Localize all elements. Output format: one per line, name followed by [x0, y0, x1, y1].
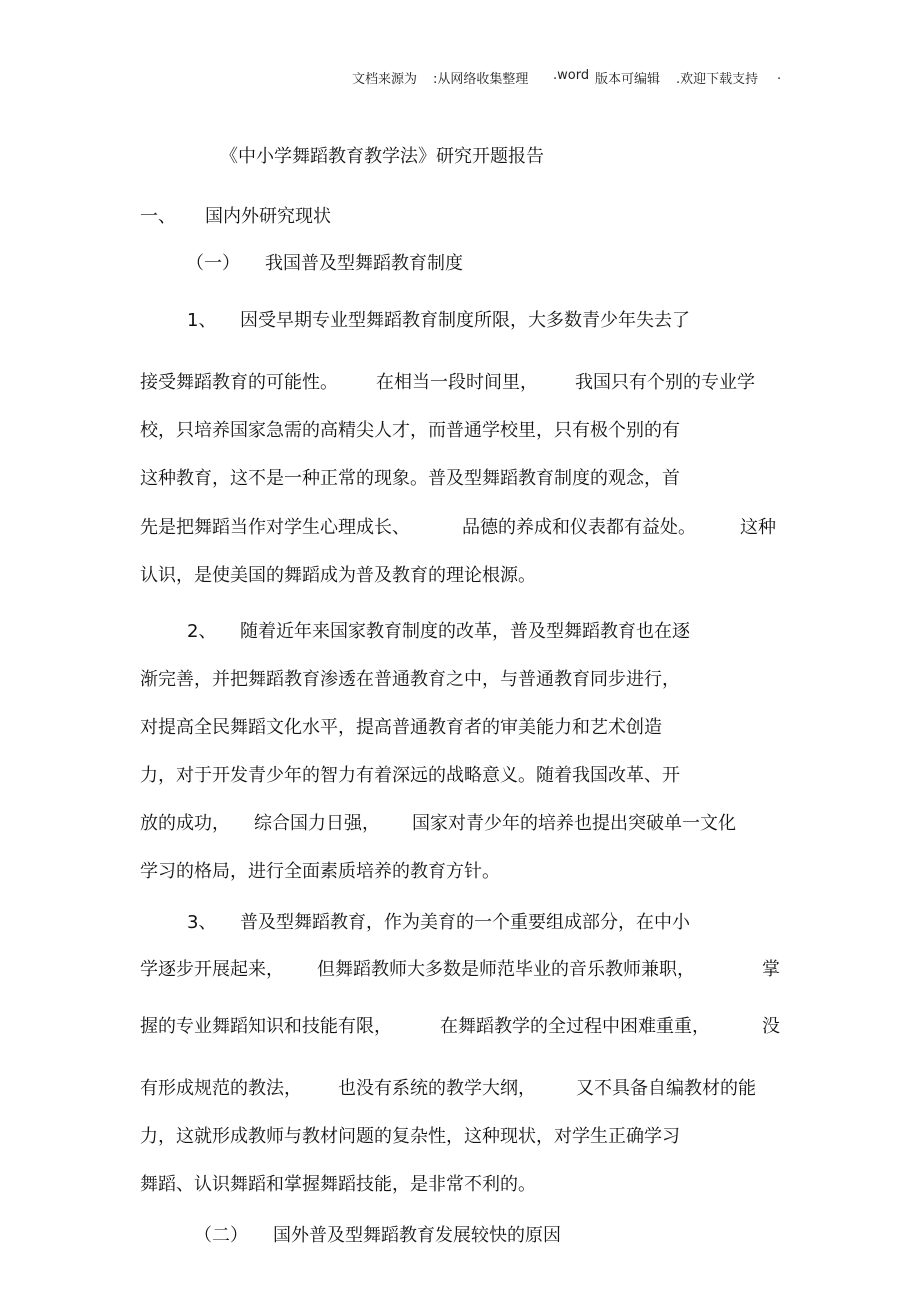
paragraph-line: 学逐步开展起来， — [140, 959, 284, 980]
section-heading: 国内外研究现状 — [205, 206, 331, 227]
header-word-text: .word — [553, 68, 590, 83]
paragraph-line: 也没有系统的教学大纲， — [338, 1078, 536, 1099]
paragraph-line: 在舞蹈教学的全过程中困难重重， — [440, 1016, 710, 1037]
paragraph-line: 有形成规范的教法， — [140, 1078, 302, 1099]
subsection-number: （一） — [186, 253, 240, 274]
header-editable-text: 版本可编辑 — [595, 72, 661, 87]
paragraph-line: 握的专业舞蹈知识和技能有限， — [140, 1016, 392, 1037]
paragraph-line: 接受舞蹈教育的可能性。 — [140, 372, 338, 393]
paragraph-line: 掌 — [762, 959, 780, 980]
paragraph-line: 随着近年来国家教育制度的改革，普及型舞蹈教育也在逐 — [240, 621, 690, 642]
paragraph-line: 又不具备自编教材的能 — [576, 1078, 756, 1099]
paragraph-line: 力，这就形成教师与教材问题的复杂性，这种现状，对学生正确学习 — [140, 1126, 680, 1147]
paragraph-line: 因受早期专业型舞蹈教育制度所限，大多数青少年失去了 — [240, 310, 690, 331]
header-source-label: 文档来源为 — [352, 72, 418, 87]
header-source-text: :从网络收集整理 — [433, 72, 529, 87]
subsection-number: （二） — [194, 1225, 248, 1246]
paragraph-line: 学习的格局，进行全面素质培养的教育方针。 — [140, 861, 500, 882]
paragraph-line: 这种 — [740, 517, 776, 538]
header-download-text: .欢迎下载支持 — [676, 72, 759, 87]
paragraph-line: 我国只有个别的专业学 — [575, 372, 755, 393]
subsection-heading: 我国普及型舞蹈教育制度 — [265, 253, 463, 274]
page-title: 《中小学舞蹈教育教学法》研究开题报告 — [220, 146, 544, 167]
header-end-dot: . — [777, 68, 782, 83]
paragraph-line: 国家对青少年的培养也提出突破单一文化 — [412, 813, 736, 834]
paragraph-line: 普及型舞蹈教育，作为美育的一个重要组成部分，在中小 — [240, 912, 690, 933]
section-number: 一、 — [140, 206, 176, 227]
paragraph-line: 放的成功， — [140, 813, 230, 834]
item-number: 3、 — [187, 912, 217, 933]
subsection-heading: 国外普及型舞蹈教育发展较快的原因 — [273, 1225, 561, 1246]
paragraph-line: 渐完善，并把舞蹈教育渗透在普通教育之中，与普通教育同步进行， — [140, 669, 680, 690]
paragraph-line: 但舞蹈教师大多数是师范毕业的音乐教师兼职， — [317, 959, 695, 980]
paragraph-line: 认识，是使美国的舞蹈成为普及教育的理论根源。 — [140, 565, 536, 586]
paragraph-line: 品德的养成和仪表都有益处。 — [462, 517, 696, 538]
paragraph-line: 力，对于开发青少年的智力有着深远的战略意义。随着我国改革、开 — [140, 765, 680, 786]
paragraph-line: 这种教育，这不是一种正常的现象。普及型舞蹈教育制度的观念，首 — [140, 468, 680, 489]
paragraph-line: 在相当一段时间里， — [376, 372, 538, 393]
paragraph-line: 综合国力日强， — [254, 813, 380, 834]
item-number: 1、 — [187, 310, 217, 331]
item-number: 2、 — [187, 621, 217, 642]
paragraph-line: 舞蹈、认识舞蹈和掌握舞蹈技能，是非常不利的。 — [140, 1174, 536, 1195]
paragraph-line: 先是把舞蹈当作对学生心理成长、 — [140, 517, 410, 538]
paragraph-line: 校，只培养国家急需的高精尖人才，而普通学校里，只有极个别的有 — [140, 420, 680, 441]
paragraph-line: 对提高全民舞蹈文化水平，提高普通教育者的审美能力和艺术创造 — [140, 717, 662, 738]
paragraph-line: 没 — [762, 1016, 780, 1037]
